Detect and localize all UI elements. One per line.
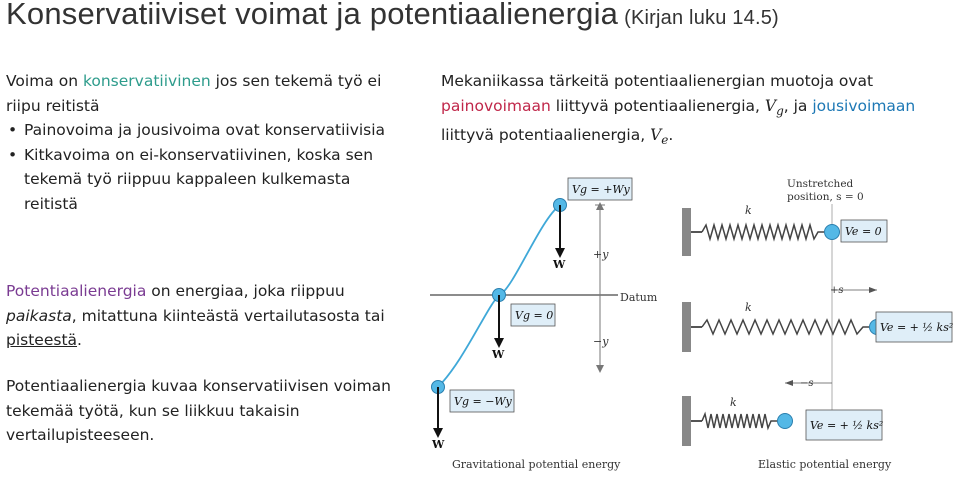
minus-s-label: −s [800, 378, 814, 389]
elastic-diagram [682, 178, 953, 471]
page-title [6, 0, 779, 32]
ve-pos-label: Ve = + ½ ks² [880, 321, 954, 334]
potential-energy-paragraph: Potentiaalienergia on energiaa, joka riippuu paikasta, mitattuna kiinteästä vertailutasosta tai pisteestä. [6, 282, 385, 349]
title-subtitle: (Kirjan luku 14.5) [624, 7, 779, 29]
gravitational-diagram [430, 178, 658, 471]
wall-3 [682, 396, 691, 446]
plus-s-label: +s [830, 285, 844, 296]
potential-energy-figure [420, 170, 960, 476]
k-label-3: k [730, 396, 737, 409]
datum-label: Datum [620, 291, 658, 304]
weight-label-middle: W [492, 348, 505, 361]
unstretched-label-2: position, s = 0 [787, 191, 864, 203]
vg-pos-label: Vg = +Wy [572, 183, 630, 196]
vg-zero-label: Vg = 0 [515, 309, 554, 322]
weight-label-top: W [553, 258, 566, 271]
gravitational-caption: Gravitational potential energy [452, 458, 621, 471]
term-potentiaalienergia: Potentiaalienergia [6, 282, 147, 300]
wall-1 [682, 208, 691, 256]
vg-symbol: $V_g$ [764, 96, 784, 118]
ve-neg-label: Ve = + ½ ks² [810, 419, 884, 432]
conservative-work-paragraph: Potentiaalienergia kuvaa konservatiivisen voiman tekemää työtä, kun se liikkuu takaisin vertailupisteeseen. [6, 377, 391, 444]
conservative-definition: Voima on konservatiivinen jos sen tekemä työ ei riipu reitistä [6, 72, 382, 115]
vg-neg-label: Vg = −Wy [454, 395, 512, 408]
spring-2 [702, 320, 869, 334]
term-painovoimaan: painovoimaan [441, 96, 551, 115]
minus-y-label: −y [593, 335, 609, 348]
plus-y-label: +y [593, 248, 609, 261]
ve-symbol: $V_e$ [650, 126, 669, 148]
definition-block [6, 69, 391, 216]
list-item: • Painovoima ja jousivoima ovat konservatiivisia [6, 118, 391, 143]
elastic-caption: Elastic potential energy [758, 458, 892, 471]
term-konservatiivinen: konservatiivinen [82, 72, 211, 90]
mechanics-paragraph: Mekaniikassa tärkeitä potentiaalienergian muotoja ovat painovoimaan liittyvä potentiaalienergia, $V_g$, ja jousivoimaan liittyvä potentiaalienergia, $V_e$. [441, 72, 916, 148]
spring-1 [702, 225, 824, 239]
weight-label-bottom: W [432, 438, 445, 451]
title-main: Konservatiiviset voimat ja potentiaalienergia [6, 0, 619, 31]
ve-zero-label: Ve = 0 [845, 225, 882, 238]
term-jousivoimaan: jousivoimaan [812, 96, 916, 115]
k-label-2: k [745, 301, 752, 314]
k-label-1: k [745, 204, 752, 217]
spring-ball-1 [825, 225, 840, 240]
list-item: • Kitkavoima on ei-konservatiivinen, koska sen tekemä työ riippuu kappaleen kulkemasta reitistä [6, 143, 391, 217]
spring-ball-3 [778, 414, 793, 429]
wall-2 [682, 302, 691, 352]
spring-3 [702, 414, 777, 428]
examples-list [6, 118, 391, 216]
unstretched-label-1: Unstretched [787, 178, 854, 190]
